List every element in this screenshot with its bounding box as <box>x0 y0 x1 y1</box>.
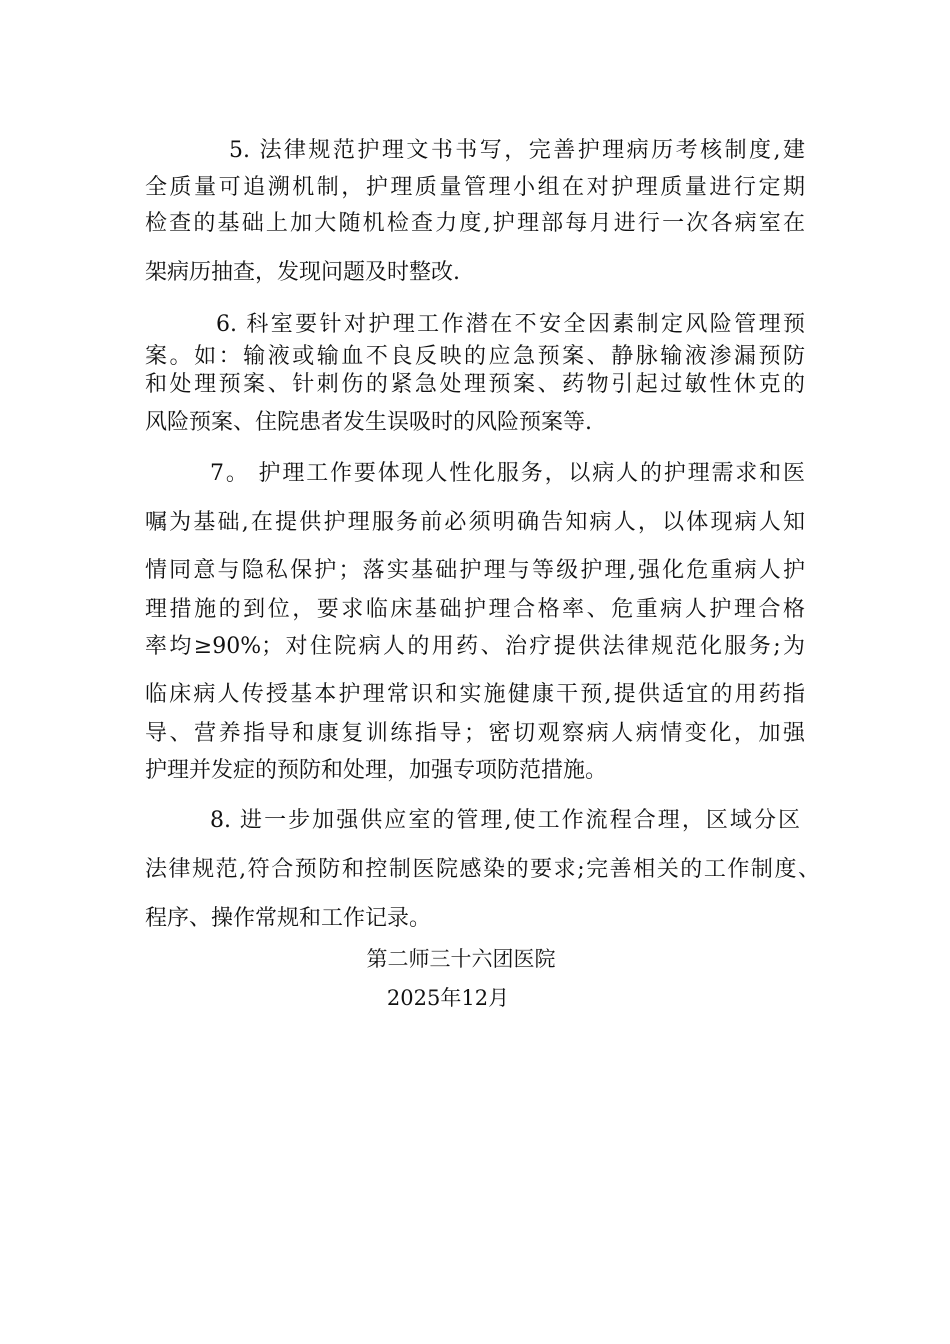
paragraph-7-line-1: 7。 护理工作要体现人性化服务，以病人的护理需求和医 <box>210 461 805 486</box>
paragraph-7-line-2: 嘱为基础,在提供护理服务前必须明确告知病人，以体现病人知 <box>145 510 805 535</box>
paragraph-5-line-4: 架病历抽查，发现问题及时整改. <box>145 260 460 285</box>
paragraph-5-line-2: 全质量可追溯机制，护理质量管理小组在对护理质量进行定期 <box>145 175 805 200</box>
paragraph-8-line-3: 程序、操作常规和工作记录。 <box>145 906 432 931</box>
paragraph-7-line-6: 临床病人传授基本护理常识和实施健康干预,提供适宜的用药指 <box>145 682 805 707</box>
paragraph-5-line-1: 5. 法律规范护理文书书写，完善护理病历考核制度,建 <box>229 138 805 163</box>
signature-date: 2025年12月 <box>386 986 510 1010</box>
paragraph-6-line-3: 和处理预案、针刺伤的紧急处理预案、药物引起过敏性休克的 <box>145 372 805 397</box>
signature-organization: 第二师三十六团医院 <box>366 947 556 971</box>
paragraph-8-line-1: 8. 进一步加强供应室的管理,使工作流程合理，区域分区 <box>210 808 800 833</box>
paragraph-6-line-4: 风险预案、住院患者发生误吸时的风险预案等. <box>145 410 592 435</box>
paragraph-7-line-8: 护理并发症的预防和处理，加强专项防范措施。 <box>145 758 608 783</box>
paragraph-6-line-2: 案。如：输液或输血不良反映的应急预案、静脉输液渗漏预防 <box>145 344 805 369</box>
paragraph-7-line-3: 情同意与隐私保护；落实基础护理与等级护理,强化危重病人护 <box>145 558 805 583</box>
paragraph-6-line-1: 6. 科室要针对护理工作潜在不安全因素制定风险管理预 <box>216 312 805 337</box>
paragraph-8-line-2: 法律规范,符合预防和控制医院感染的要求;完善相关的工作制度、 <box>145 857 820 882</box>
paragraph-7-line-4: 理措施的到位，要求临床基础护理合格率、危重病人护理合格 <box>145 597 805 622</box>
paragraph-7-line-7: 导、营养指导和康复训练指导；密切观察病人病情变化，加强 <box>145 721 805 746</box>
paragraph-7-line-5: 率均≥90%；对住院病人的用药、治疗提供法律规范化服务;为 <box>145 634 805 659</box>
paragraph-5-line-3: 检查的基础上加大随机检查力度,护理部每月进行一次各病室在 <box>145 211 805 236</box>
